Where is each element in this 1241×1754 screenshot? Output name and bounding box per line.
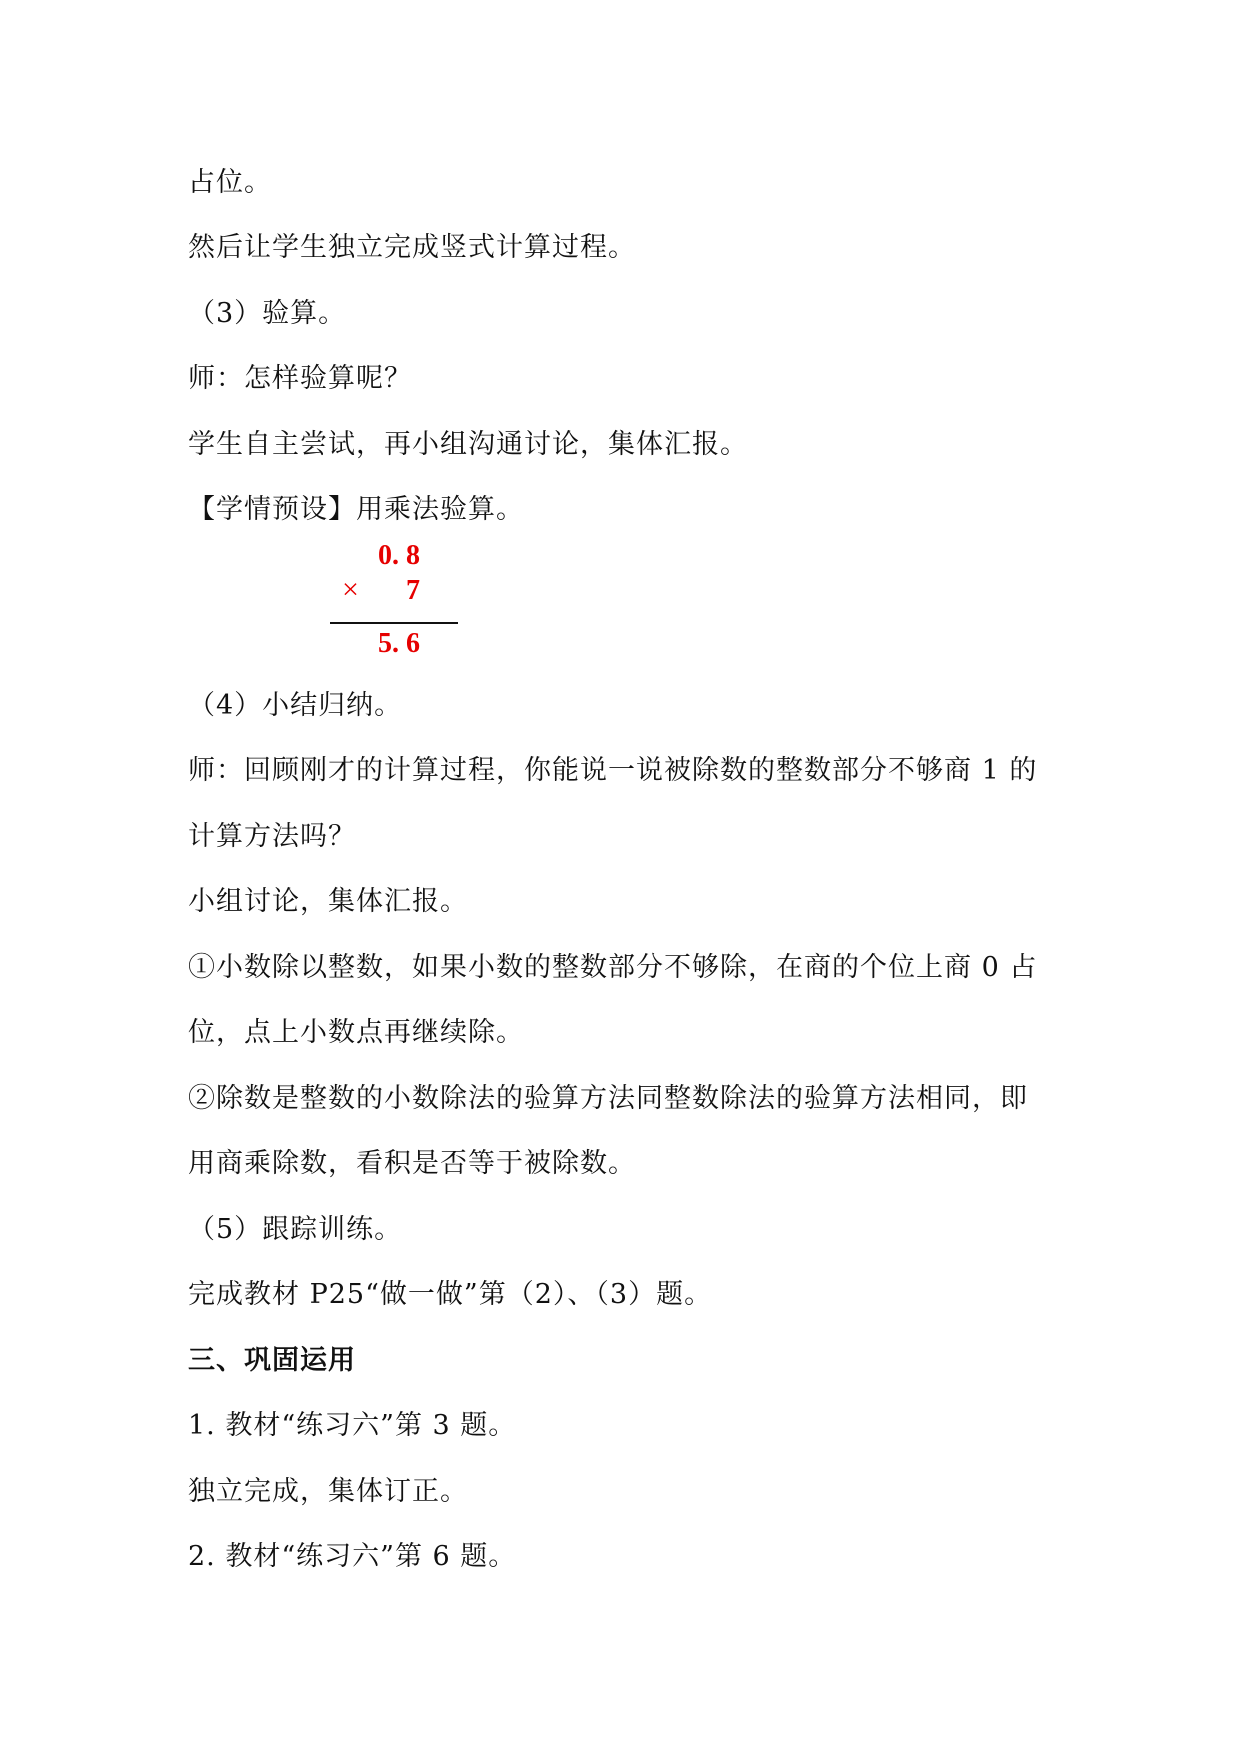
text-line: 独立完成，集体订正。 — [188, 1476, 468, 1507]
text-line: 小组讨论，集体汇报。 — [188, 886, 468, 917]
text-line: 然后让学生独立完成竖式计算过程。 — [188, 232, 636, 263]
text-line: 占位。 — [188, 167, 272, 198]
vertical-multiplication — [330, 540, 470, 665]
multiplicand: 0. 8 — [378, 540, 420, 571]
text-line: 师：怎样验算呢？ — [188, 363, 412, 394]
text-line: 师：回顾刚才的计算过程，你能说一说被除数的整数部分不够商 1 的 — [188, 755, 1038, 786]
step-heading: （4）小结归纳。 — [188, 690, 403, 721]
text-line: ①小数除以整数，如果小数的整数部分不够除，在商的个位上商 0 占 — [188, 952, 1038, 983]
product: 5. 6 — [378, 628, 420, 659]
step-heading: （3）验算。 — [188, 298, 347, 329]
exercise-item: 1. 教材“练习六”第 3 题。 — [188, 1410, 517, 1441]
exercise-item: 2. 教材“练习六”第 6 题。 — [188, 1541, 517, 1572]
times-sign: × — [342, 573, 359, 606]
calculation-rule — [330, 622, 458, 624]
text-line: 位，点上小数点再继续除。 — [188, 1017, 524, 1048]
text-line: 计算方法吗？ — [188, 821, 356, 852]
section-heading: 三、巩固运用 — [188, 1345, 356, 1376]
text-line: 学生自主尝试，再小组沟通讨论，集体汇报。 — [188, 429, 748, 460]
text-line: 完成教材 P25“做一做”第（2）、（3）题。 — [188, 1279, 713, 1310]
text-line: 用商乘除数，看积是否等于被除数。 — [188, 1148, 636, 1179]
multiplier: 7 — [406, 575, 420, 606]
text-line: 【学情预设】用乘法验算。 — [188, 494, 524, 525]
text-line: ②除数是整数的小数除法的验算方法同整数除法的验算方法相同，即 — [188, 1083, 1028, 1114]
step-heading: （5）跟踪训练。 — [188, 1214, 403, 1245]
